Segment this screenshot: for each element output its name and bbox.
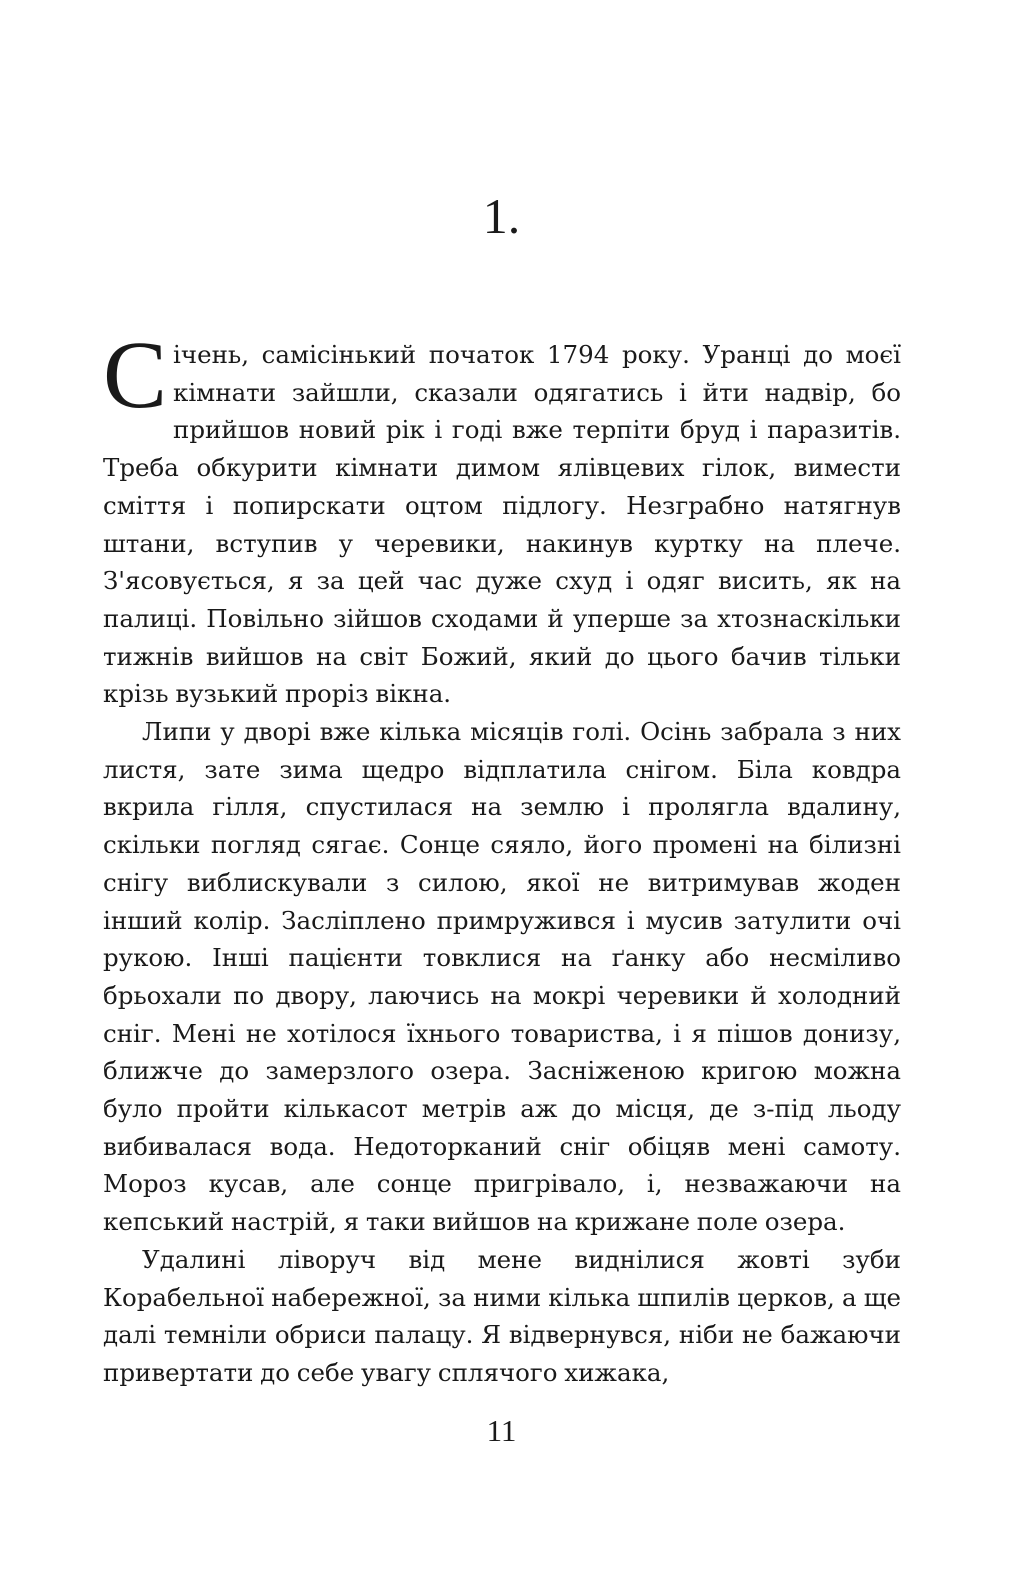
body-text [103, 321, 901, 1392]
chapter-number: 1. [482, 188, 521, 244]
page-number: 11 [486, 1413, 517, 1448]
paragraph-1 [103, 321, 901, 713]
paragraph-2: Липи у дворі вже кілька місяців голі. Осінь забрала з них листя, зате зима щедро відплатила снігом. Біла ковдра вкрила гілля, спустилася на землю і пролягла вдалину, скільки погляд сягає. Сонце сяяло, його промені на білизні снігу виблискували з силою, якої не витримував жоден інший колір. Засліплено примружився і мусив затулити очі рукою. Інші пацієнти товклися на ґанку або несміливо брьохали по двору, лаючись на мокрі черевики й холодний сніг. Мені не хотілося їхнього товариства, і я пішов донизу, ближче до замерзлого озера. Засніженою кригою можна було пройти кількасот метрів аж до місця, де з-під льоду вибивалася вода. Недоторканий сніг обіцяв мені самоту. Мороз кусав, але сонце пригрівало, і, незважаючи на кепський настрій, я таки вийшов на крижане поле озера. [103, 717, 901, 1237]
paragraph-3: Удалині ліворуч від мене виднілися жовті зуби Корабельної набережної, за ними кілька шпилів церков, а ще далі темніли обриси палацу. Я відвернувся, ніби не бажаючи привертати до себе увагу сплячого хижака, [103, 1244, 901, 1387]
paragraph-1-text: ічень, самісінький початок 1794 року. Уранці до моєї кімнати зайшли, сказали одягатись і йти надвір, бо прийшов новий рік і годі вже терпіти бруд і паразитів. Треба обкурити кімнати димом ялівцевих гілок, вимести сміття і попирскати оцтом підлогу. Незграбно натягнув штани, вступив у черевики, накинув куртку на плече. З'ясовується, я за цей час дуже схуд і одяг висить, як на палиці. Повільно зійшов сходами й уперше за хтознаскільки тижнів вийшов на світ Божий, який до цього бачив тільки крізь вузький проріз вікна. [103, 340, 901, 709]
drop-cap: С [103, 321, 168, 428]
